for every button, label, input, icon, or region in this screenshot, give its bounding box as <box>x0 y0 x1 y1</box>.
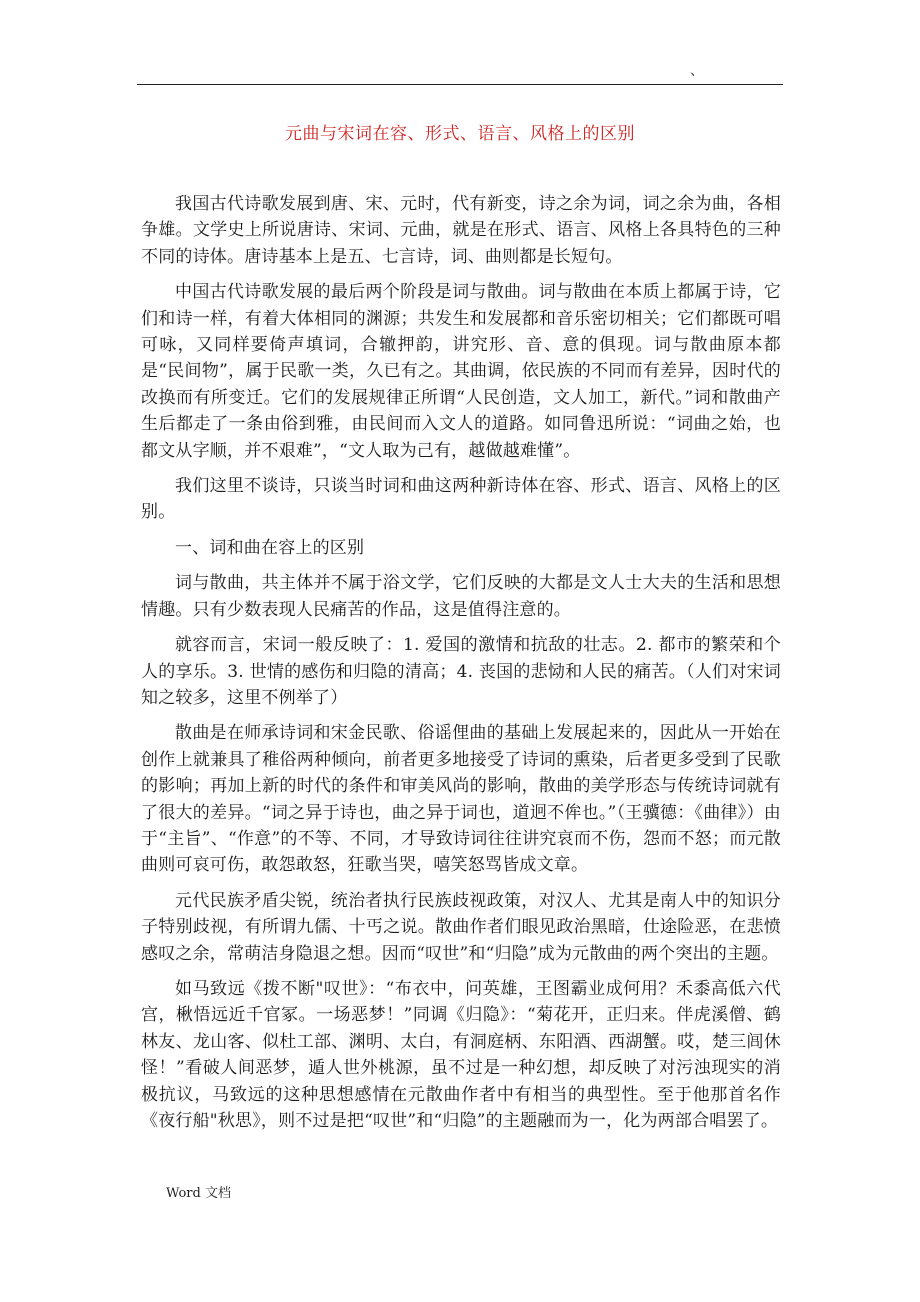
paragraph: 中国古代诗歌发展的最后两个阶段是词与散曲。词与散曲在本质上都属于诗，它们和诗一样，有着大体相同的渊源；共发生和发展都和音乐密切相关；它们都既可唱可咏，又同样要倚声填词，合辙押韵，讲究形、音、意的俱现。词与散曲原本都是“民间物”，属于民歌一类，久已有之。其曲调，依民族的不同而有差异，因时代的改换而有所变迁。它们的发展规律正所谓“人民创造，文人加工，新代。”词和散曲产生后都走了一条由俗到雅，由民间而入文人的道路。如同鲁迅所说：“词曲之始，也都文从字顺，并不艰难”，“文人取为己有，越做越难懂”。 <box>141 282 781 461</box>
header-rule <box>137 84 783 85</box>
paragraph: 就容而言，宋词一般反映了：1. 爱国的激情和抗敌的壮志。2. 都市的繁荣和个人的享乐。3. 世情的感伤和归隐的清高；4. 丧国的悲恸和人民的痛苦。（人们对宋词知之较多，这里不例举了） <box>141 635 781 708</box>
paragraph: 散曲是在师承诗词和宋金民歌、俗谣俚曲的基础上发展起来的，因此从一开始在创作上就兼具了稚俗两种倾向，前者更多地接受了诗词的熏染，后者更多受到了民歌的影响；再加上新的时代的条件和审美风尚的影响，散曲的美学形态与传统诗词就有了很大的差异。“词之异于诗也，曲之异于词也，道迥不侔也。”（王骥德：《曲律》）由于“主旨”、“作意”的不等、不同，才导致诗词往往讲究哀而不伤，怨而不怒；而元散曲则可哀可伤，敢怨敢怒，狂歌当哭，嘻笑怒骂皆成文章。 <box>141 723 781 876</box>
paragraph: 我们这里不谈诗，只谈当时词和曲这两种新诗体在容、形式、语言、风格上的区别。 <box>141 476 781 523</box>
paragraph: 词与散曲，共主体并不属于浴文学，它们反映的大都是文人士大夫的生活和思想情趣。只有少数表现人民痛苦的作品，这是值得注意的。 <box>141 573 781 620</box>
section-heading: 一、词和曲在容上的区别 <box>175 537 365 558</box>
footer-label: Word 文档 <box>166 1186 231 1201</box>
paragraph: 如马致远《拨不断"叹世》：“布衣中，问英雄，王图霸业成何用？禾黍高低六代宫，楸悟远近千官冢。一场恶梦！”同调《归隐》：“菊花开，正归来。伴虎溪僧、鹤林友、龙山客、似杜工部、渊明、太白，有洞庭柄、东阳酒、西湖蟹。哎，楚三闾休怪！”看破人间恶梦，遁人世外桃源，虽不过是一种幻想，却反映了对污浊现实的消极抗议，马致远的这种思想感情在元散曲作者中有相当的典型性。至于他那首名作《夜行船"秋思》，则不过是把“叹世”和“归隐”的主题融而为一，化为两部合唱罢了。 <box>141 978 781 1131</box>
paragraph: 元代民族矛盾尖锐，统治者执行民族歧视政策，对汉人、尤其是南人中的知识分子特别歧视，有所谓九儒、十丐之说。散曲作者们眼见政治黑暗，仕途险恶，在悲愤感叹之余，常萌洁身隐退之想。因而“叹世”和“归隐”成为元散曲的两个突出的主题。 <box>141 890 781 964</box>
document-title: 元曲与宋词在容、形式、语言、风格上的区别 <box>285 124 635 144</box>
paragraph: 我国古代诗歌发展到唐、宋、元时，代有新变，诗之余为词，词之余为曲，各相争雄。文学史上所说唐诗、宋词、元曲，就是在形式、语言、风格上各具特色的三种不同的诗体。唐诗基本上是五、七言诗，词、曲则都是长短句。 <box>141 194 781 267</box>
page-mark: 、 <box>690 63 704 79</box>
document-body <box>141 191 781 1143</box>
